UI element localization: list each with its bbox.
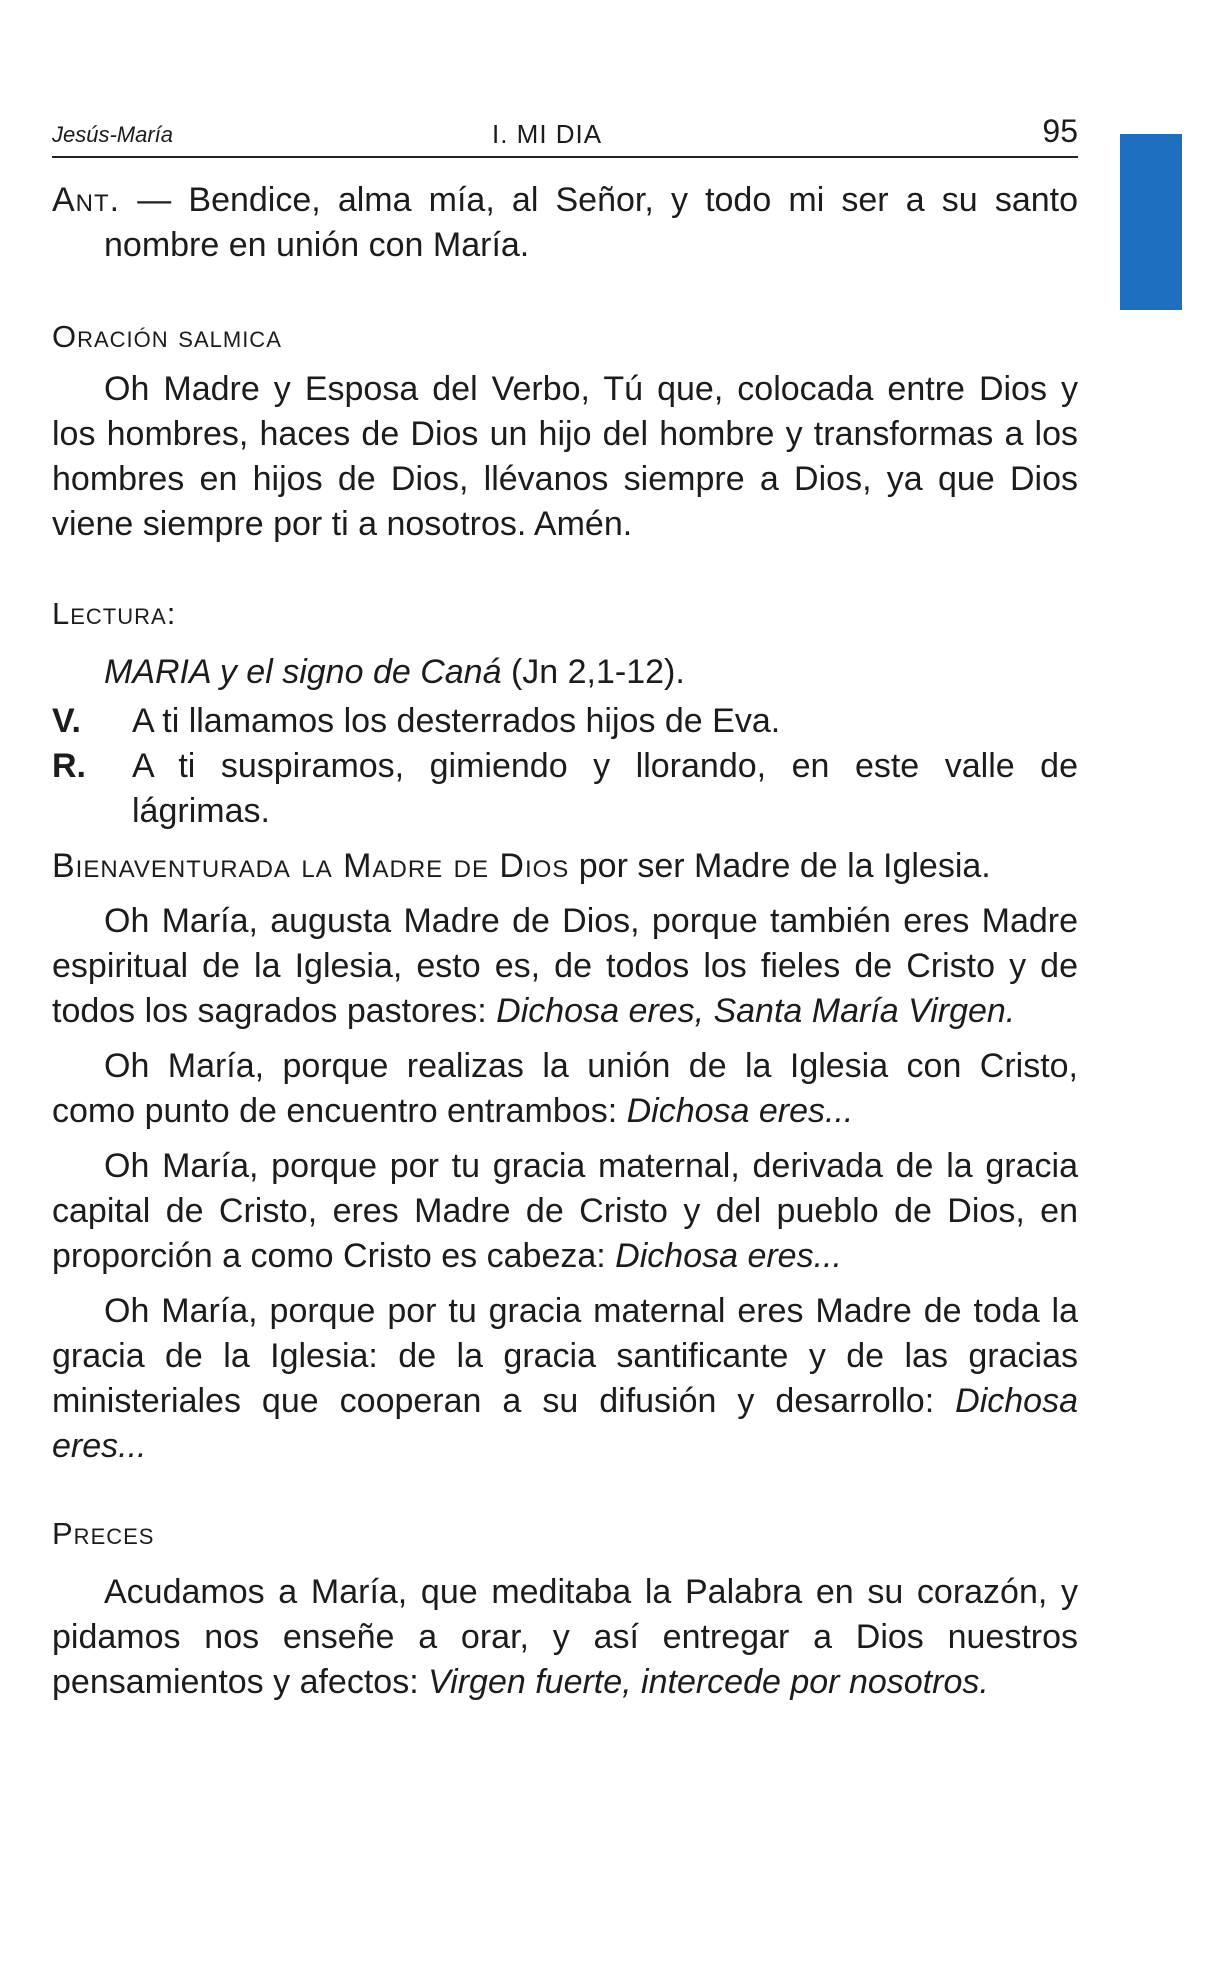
running-head-section: I. MI DIA	[492, 119, 603, 149]
antiphon	[52, 178, 1078, 268]
preces-intro: Acudamos a María, que meditaba la Palabra en su corazón, y pidamos nos enseñe a orar, y así entregar a Dios nuestros pensamientos y afectos:	[52, 1573, 1078, 1701]
bienaventurada-heading	[52, 844, 1078, 889]
p2-refrain: Dichosa eres...	[626, 1092, 854, 1130]
lectura-title-italic: MARIA y el signo de Caná	[104, 653, 502, 691]
bienaventurada-heading-rest: por ser Madre de la Iglesia.	[569, 847, 991, 885]
p4-refrain: Dichosa eres...	[52, 1382, 1078, 1465]
body-text	[52, 178, 1078, 1705]
bienaventurada-p4	[52, 1289, 1078, 1469]
response	[52, 744, 1078, 834]
running-head-left: Jesús-María	[52, 122, 174, 147]
p1-refrain: Dichosa eres, Santa María Virgen.	[496, 992, 1016, 1030]
book-page	[52, 112, 1078, 1705]
page-number: 95	[1042, 113, 1078, 149]
bienaventurada-heading-sc: Bienaventurada la Madre de Dios	[52, 847, 570, 885]
lectura-title	[52, 650, 1078, 695]
antiphon-label: Ant.	[52, 181, 121, 219]
preces-text	[52, 1570, 1078, 1705]
bienaventurada-p1	[52, 899, 1078, 1034]
oracion-text: Oh Madre y Esposa del Verbo, Tú que, colocada entre Dios y los hombres, haces de Dios un hijo del hombre y transformas a los hombres en hijos de Dios, llévanos siempre a Dios, ya que Dios viene siempre por ti a nosotros. Amén.	[52, 370, 1078, 543]
p4-text: Oh María, porque por tu gracia maternal eres Madre de toda la gracia de la Iglesia: de la gracia santificante y de las gracias ministeriales que cooperan a su difusión y desarrollo:	[52, 1292, 1078, 1420]
p2-text: Oh María, porque realizas la unión de la Iglesia con Cristo, como punto de encuentro entrambos:	[52, 1047, 1078, 1130]
versicle	[52, 699, 1078, 744]
bienaventurada-p3	[52, 1144, 1078, 1279]
versicle-text: A ti llamamos los desterrados hijos de Eva.	[132, 702, 781, 740]
antiphon-text: — Bendice, alma mía, al Señor, y todo mi ser a su santo nombre en unión con María.	[104, 181, 1078, 264]
lectura-reference: (Jn 2,1-12).	[501, 653, 685, 691]
running-head	[52, 112, 1078, 158]
p1-text: Oh María, augusta Madre de Dios, porque también eres Madre espiritual de la Iglesia, esto es, de todos los fieles de Cristo y de todos los sagrados pastores:	[52, 902, 1078, 1030]
thumb-index-tab	[1120, 134, 1182, 310]
section-heading-preces: Preces	[52, 1516, 155, 1551]
p3-text: Oh María, porque por tu gracia maternal, derivada de la gracia capital de Cristo, eres Madre de Cristo y del pueblo de Dios, en proporción a como Cristo es cabeza:	[52, 1147, 1078, 1275]
section-heading-oracion: Oración salmica	[52, 319, 282, 354]
response-mark: R.	[52, 747, 86, 785]
p3-refrain: Dichosa eres...	[615, 1237, 842, 1275]
bienaventurada-p2	[52, 1044, 1078, 1134]
section-heading-lectura: Lectura:	[52, 596, 177, 631]
preces-refrain: Virgen fuerte, intercede por nosotros.	[428, 1663, 989, 1701]
versicle-mark: V.	[52, 702, 82, 740]
response-text: A ti suspiramos, gimiendo y llorando, en este valle de lágrimas.	[132, 747, 1078, 830]
